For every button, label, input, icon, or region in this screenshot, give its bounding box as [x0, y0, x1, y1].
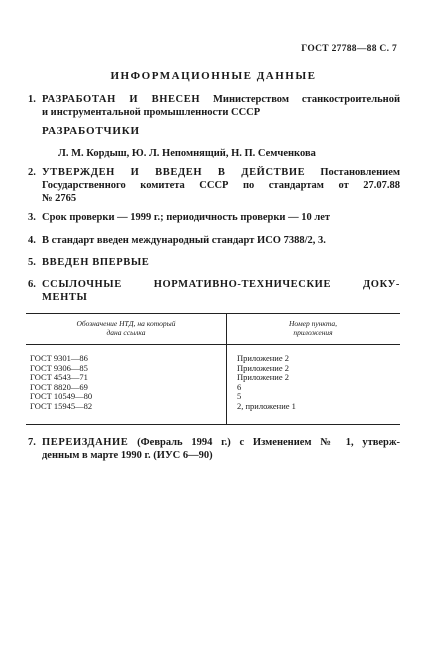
item-text-line2: денным в марте 1990 г. (ИУС 6—90) [42, 450, 213, 461]
table-cell-doc: ГОСТ 10549—80 [30, 391, 93, 402]
item-number: 2. [28, 167, 36, 178]
reference-table [26, 313, 400, 425]
table-cell-doc: ГОСТ 9301—86 [30, 353, 88, 363]
table-cell-doc: ГОСТ 9306—85 [30, 362, 88, 373]
section-title: ИНФОРМАЦИОННЫЕ ДАННЫЕ [110, 70, 317, 82]
item-review-period [28, 211, 400, 224]
item-text-line2: МЕНТЫ [42, 292, 88, 303]
table-header-item [226, 319, 400, 337]
table-header-line: Номер пункта, [289, 319, 337, 328]
item-number: 3. [28, 212, 36, 223]
table-cell-doc: ГОСТ 4543—71 [30, 372, 88, 383]
table-column-items [237, 354, 296, 412]
item-lead: ПЕРЕИЗДАНИЕ [42, 437, 129, 448]
table-header-document [26, 319, 226, 337]
table-header-line: Обозначение НТД, на который [76, 319, 176, 328]
item-number: 6. [28, 279, 36, 290]
item-lead: РАЗРАБОТАН И ВНЕСЕН [42, 94, 201, 105]
item-number: 5. [28, 257, 36, 268]
table-column-documents [30, 354, 92, 412]
item-developed-by [28, 93, 400, 119]
table-cell-doc: ГОСТ 15945—82 [30, 400, 93, 411]
item-reissue [28, 436, 400, 462]
item-iso-standard [28, 234, 400, 247]
item-text-line2: Государственного комитета СССР по стандартам от 27.07.88 [42, 180, 400, 191]
table-header-line: приложения [293, 328, 333, 337]
table-header-line: дана ссылка [106, 328, 146, 337]
table-cell-doc: ГОСТ 8820—69 [30, 381, 88, 392]
item-lead: УТВЕРЖДЕН И ВВЕДЕН В ДЕЙСТВИЕ [42, 167, 306, 178]
item-text: Постановлением [320, 167, 401, 178]
item-text: ВВЕДЕН ВПЕРВЫЕ [42, 257, 150, 268]
item-text-line2: и инструментальной промышленности СССР [42, 107, 261, 118]
item-number: 1. [28, 94, 36, 105]
developers-title: РАЗРАБОТЧИКИ [42, 125, 140, 137]
item-text: (Февраль 1994 г.) с Изменением № 1, утверж- [137, 437, 401, 448]
table-cell-item: 6 [237, 381, 242, 392]
document-code: ГОСТ 27788—88 С. 7 [301, 44, 397, 54]
item-text: Министерством станкостроительной [213, 94, 400, 105]
item-text: ССЫЛОЧНЫЕ НОРМАТИВНО-ТЕХНИЧЕСКИЕ ДОКУ- [42, 279, 400, 290]
table-cell-item: 2, приложение 1 [237, 400, 296, 411]
table-divider-header [26, 344, 400, 345]
item-number: 7. [28, 437, 36, 448]
item-text: В стандарт введен международный стандарт ИСО 7388/2, 3. [42, 235, 326, 246]
item-approved [28, 166, 400, 205]
developers-names: Л. М. Кордыш, Ю. Л. Непомнящий, Н. П. Семченкова [58, 148, 316, 159]
item-text-line3: № 2765 [42, 193, 77, 204]
table-cell-item: 5 [237, 391, 242, 402]
item-text: Срок проверки — 1999 г.; периодичность проверки — 10 лет [42, 212, 331, 223]
item-reference-docs [28, 278, 400, 304]
item-number: 4. [28, 235, 36, 246]
table-cell-item: Приложение 2 [237, 353, 289, 363]
table-cell-item: Приложение 2 [237, 362, 289, 373]
item-first-introduced [28, 256, 400, 269]
table-cell-item: Приложение 2 [237, 372, 289, 383]
